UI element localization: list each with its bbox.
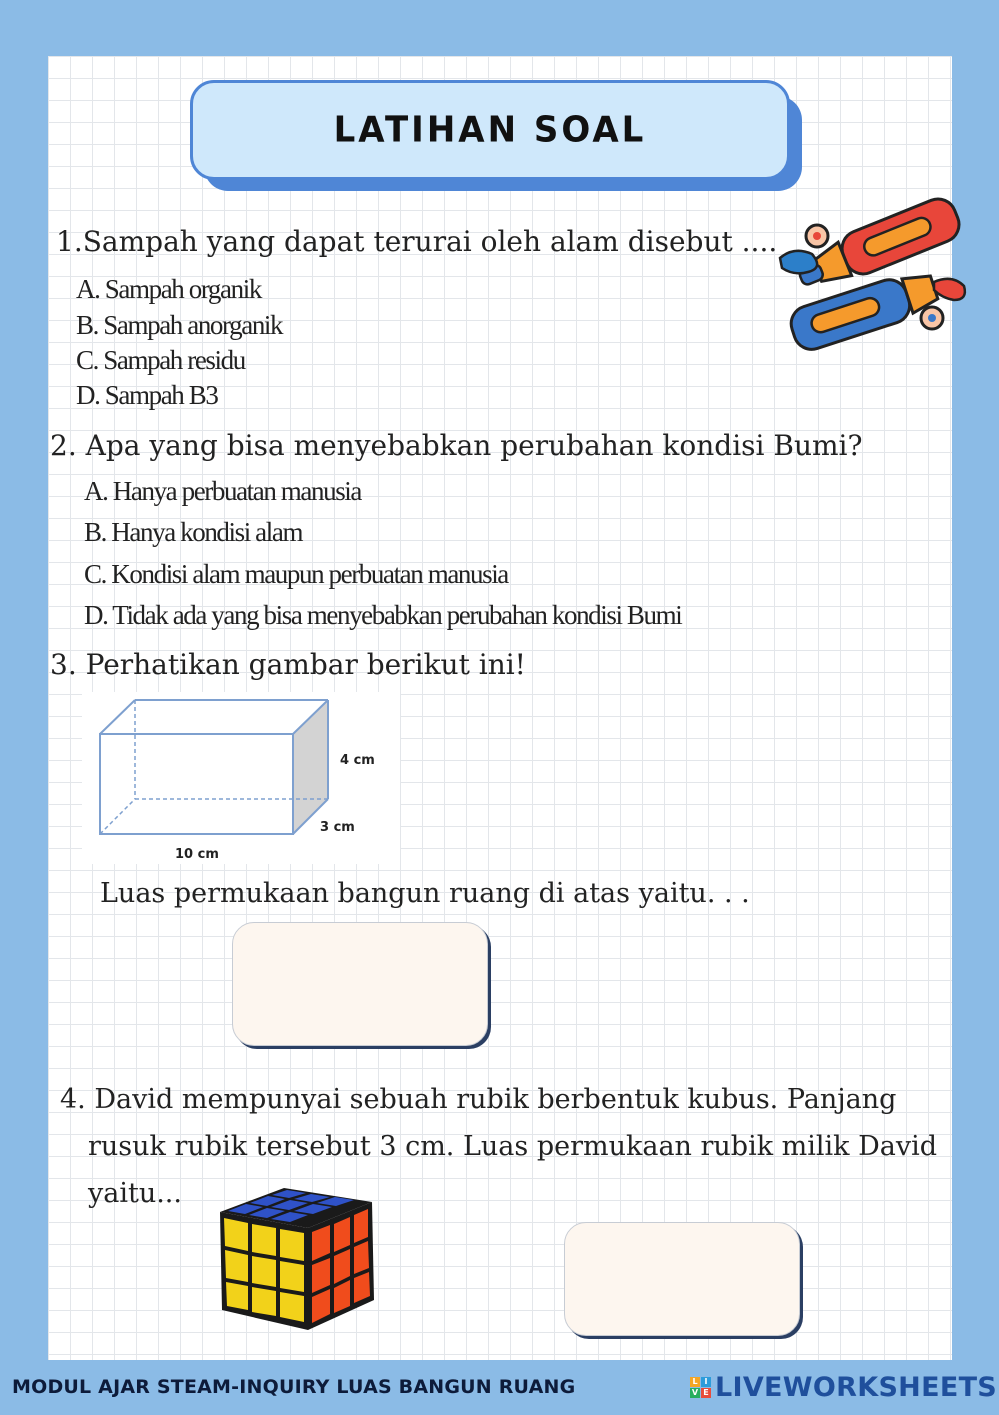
liveworksheets-logo-icon: L I V E xyxy=(690,1377,711,1398)
question-1-text: 1.Sampah yang dapat terurai oleh alam disebut .... xyxy=(56,225,778,258)
question-2-option-d[interactable]: D. Tidak ada yang bisa menyebabkan perubahan kondisi Bumi xyxy=(84,600,682,630)
depth-label: 3 cm xyxy=(320,820,355,835)
question-3-answer-box[interactable] xyxy=(232,922,488,1046)
question-2-option-a[interactable]: A. Hanya perbuatan manusia xyxy=(84,476,361,506)
rubik-cube-image xyxy=(212,1182,384,1334)
question-3-prompt: Luas permukaan bangun ruang di atas yaitu. . . xyxy=(100,878,750,909)
question-2-option-b[interactable]: B. Hanya kondisi alam xyxy=(84,517,303,547)
length-label: 10 cm xyxy=(175,847,219,862)
question-1-option-d[interactable]: D. Sampah B3 xyxy=(76,380,218,410)
liveworksheets-brand[interactable] xyxy=(690,1372,997,1403)
markers-illustration xyxy=(772,188,972,358)
question-1-option-c[interactable]: C. Sampah residu xyxy=(76,345,245,375)
title-banner xyxy=(190,80,790,180)
cuboid-figure xyxy=(82,692,400,864)
question-1-option-a[interactable]: A. Sampah organik xyxy=(76,274,261,304)
question-4-line-1: 4. David mempunyai sebuah rubik berbentuk kubus. Panjang xyxy=(60,1084,897,1115)
question-2-option-c[interactable]: C. Kondisi alam maupun perbuatan manusia xyxy=(84,559,508,589)
question-4-line-2: rusuk rubik tersebut 3 cm. Luas permukaan rubik milik David xyxy=(88,1131,938,1162)
height-label: 4 cm xyxy=(340,753,375,768)
question-1-option-b[interactable]: B. Sampah anorganik xyxy=(76,310,283,340)
question-4-line-3: yaitu... xyxy=(88,1178,182,1209)
liveworksheets-wordmark: LIVEWORKSHEETS xyxy=(715,1372,998,1403)
footer-module-title: MODUL AJAR STEAM-INQUIRY LUAS BANGUN RUANG xyxy=(12,1376,576,1398)
page-title: LATIHAN SOAL xyxy=(333,109,647,151)
question-3-text: 3. Perhatikan gambar berikut ini! xyxy=(50,648,526,681)
question-2-text: 2. Apa yang bisa menyebabkan perubahan kondisi Bumi? xyxy=(50,429,863,462)
question-4-answer-box[interactable] xyxy=(564,1222,800,1336)
